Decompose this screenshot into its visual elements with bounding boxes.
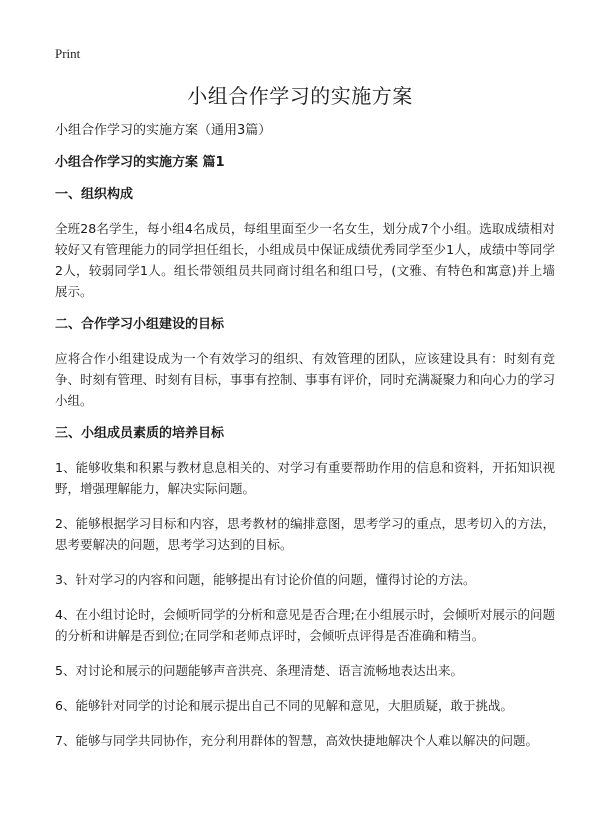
list-item: 5、对讨论和展示的问题能够声音洪亮、条理清楚、语言流畅地表达出来。 <box>55 663 463 678</box>
heading-organization: 一、组织构成 <box>55 187 134 202</box>
list-item: 7、能够与同学共同协作，充分利用群体的智慧，高效快捷地解决个人难以解决的问题。 <box>55 733 538 748</box>
list-item: 2、能够根据学习目标和内容，思考教材的编排意图，思考学习的重点，思考切入的方法，思考要解决的问题，思考学习达到的目标。 <box>55 516 555 552</box>
list-item: 6、能够针对同学的讨论和展示提出自己不同的见解和意见，大胆质疑，敢于挑战。 <box>55 698 513 713</box>
paragraph-group-goals: 应将合作小组建设成为一个有效学习的组织、有效管理的团队，应该建设具有：时刻有竞争、时刻有管理、时刻有目标，事事有控制、事事有评价，同时充满凝聚力和向心力的学习小组。 <box>55 351 556 408</box>
paragraph-organization: 全班28名学生，每小组4名成员，每组里面至少一名女生，划分成7个小组。选取成绩相对较好又有管理能力的同学担任组长，小组成员中保证成绩优秀同学至少1人，成绩中等同学2人，较弱同学1人。组长带领组员共同商讨组名和组口号，(文雅、有特色和寓意)并上墙展示。 <box>55 221 555 299</box>
heading-member-goals: 三、小组成员素质的培养目标 <box>55 426 225 441</box>
print-link[interactable]: Print <box>55 46 81 61</box>
document-subtitle: 小组合作学习的实施方案（通用3篇） <box>55 123 272 138</box>
list-item: 1、能够收集和积累与教材息息相关的、对学习有重要帮助作用的信息和资料，开拓知识视野，增强理解能力，解决实际问题。 <box>55 460 555 496</box>
list-item: 4、在小组讨论时，会倾听同学的分析和意见是否合理;在小组展示时，会倾听对展示的问题的分析和讲解是否到位;在同学和老师点评时，会倾听点评得是否准确和精当。 <box>55 607 555 643</box>
page-title: 小组合作学习的实施方案 <box>187 84 413 108</box>
section-title: 小组合作学习的实施方案 篇1 <box>55 155 225 170</box>
list-item: 3、针对学习的内容和问题，能够提出有讨论价值的问题，懂得讨论的方法。 <box>55 572 476 587</box>
heading-group-goals: 二、合作学习小组建设的目标 <box>55 317 225 332</box>
document-body <box>55 122 555 765</box>
